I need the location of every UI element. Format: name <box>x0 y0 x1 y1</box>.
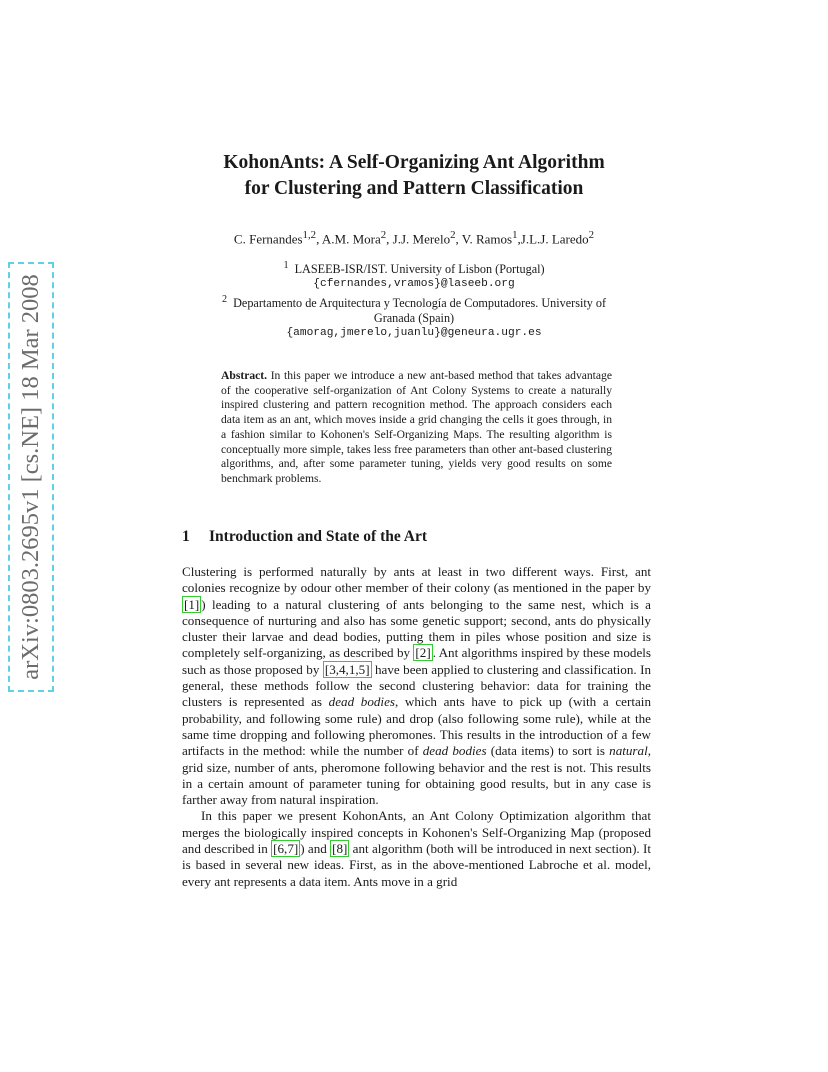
abstract <box>221 369 612 487</box>
author-name: A.M. Mora <box>321 231 381 247</box>
author-affiliation-mark: 1,2 <box>302 229 317 241</box>
title-line-1: KohonAnts: A Self-Organizing Ant Algorithm <box>223 152 605 173</box>
emphasis: natural <box>609 743 648 759</box>
section-title: Introduction and State of the Art <box>209 528 428 545</box>
author-affiliation-mark: 1 <box>512 229 518 241</box>
author-affiliation-mark: 2 <box>450 229 456 241</box>
section-number: 1 <box>182 528 190 545</box>
body-text <box>182 564 651 890</box>
author-affiliation-mark: 2 <box>380 229 387 241</box>
citation-link[interactable]: [8] <box>332 841 348 857</box>
abstract-label: Abstract. <box>221 369 268 382</box>
citation-link[interactable]: [3,4,1,5] <box>324 661 370 677</box>
arxiv-identifier: arXiv:0803.2695v1 [cs.NE] 18 Mar 2008 <box>17 274 44 680</box>
author-list: C. Fernandes$^{1,2}$, A.M. Mora$^2$, J.J. Merelo$^2$, V. Ramos$^1$,J.L.J. Laredo$^2$ <box>233 229 595 247</box>
affiliations <box>0 258 828 341</box>
emphasis: dead bodies <box>422 743 487 759</box>
abstract-text: In this paper we introduce a new ant-based method that takes advantage of the cooperative self-organization of Ant Colony Systems to create a naturally inspired clustering and pattern recognition method. The approach considers each data item as an ant, which moves inside a grid changing the cells it goes through, in a fashion similar to Kohonen's Self-Organizing Maps. The resulting algorithm is conceptually more simple, takes less free parameters than other ant-based clustering algorithms, and, after some parameter tuning, yields very good results on some benchmark problems. <box>221 369 612 485</box>
paragraph-2: In this paper we present KohonAnts, an Ant Colony Optimization algorithm that merges the biologically inspired concepts in Kohonen's Self-Organizing Map (proposed and described in [6,7] ) and [8] ant algorithm (both will be introduced in next section). It is based in several new ideas. First, as in the above-mentioned Labroche et al. model, every ant represents a data item. Ants move in a grid <box>182 808 651 889</box>
title-line-2: for Clustering and Pattern Classification <box>244 178 584 199</box>
affiliation-2: $^2$ Departamento de Arquitectura y Tecnología de Computadores. University of <box>221 294 607 311</box>
author-name: C. Fernandes <box>233 231 303 247</box>
author-affiliation-mark: 2 <box>588 229 595 241</box>
citation-link[interactable]: [6,7] <box>273 841 299 857</box>
affiliation-1-email: {cfernandes,vramos}@laseeb.org <box>313 278 515 291</box>
author-name: J.J. Merelo <box>392 231 451 247</box>
author-name: J.L.J. Laredo <box>520 231 589 247</box>
affiliation-2-continued: Granada (Spain) <box>373 311 455 326</box>
affiliation-1: $^1$ LASEEB-ISR/IST. University of Lisbon (Portugal) <box>283 260 545 277</box>
affiliation-2-email: {amorag,jmerelo,juanlu}@geneura.ugr.es <box>286 327 542 340</box>
paper-title <box>0 150 828 202</box>
citation-link[interactable]: [1] <box>184 596 200 612</box>
citation-link[interactable]: [2] <box>415 645 431 661</box>
paragraph-1: Clustering is performed naturally by ants at least in two different ways. First, ant colonies recognize by odour other member of their colony (as mentioned in the paper by [1] ) leading to a natural clustering of ants belonging to the same nest, which is a consequence of nurturing and also has some genetic support; second, ants do physically cluster their larvae and dead bodies, putting them in piles whose position and size is completely self-organizing, as described by [2] . Ant algorithms inspired by these models such as those proposed by [3,4,1,5] have been applied to clustering and classification. In general, these methods follow the second clustering behavior: data for training the clusters is represented as dead bodies, which ants have to pick up (with a certain probability, and following some rule) and drop (also following some rule), while at the same time dropping and following pheromones. This results in the introduction of a few artifacts in the method: while the number of dead bodies (data items) to sort is natural, grid size, number of ants, pheromone following behavior and the rest is not. This results in a certain amount of parameter tuning for obtaining good results, but in any case is farther away from natural inspiration. <box>182 564 651 808</box>
emphasis: dead bodies <box>328 694 395 710</box>
section-heading <box>182 528 427 546</box>
author-name: V. Ramos <box>461 231 513 247</box>
